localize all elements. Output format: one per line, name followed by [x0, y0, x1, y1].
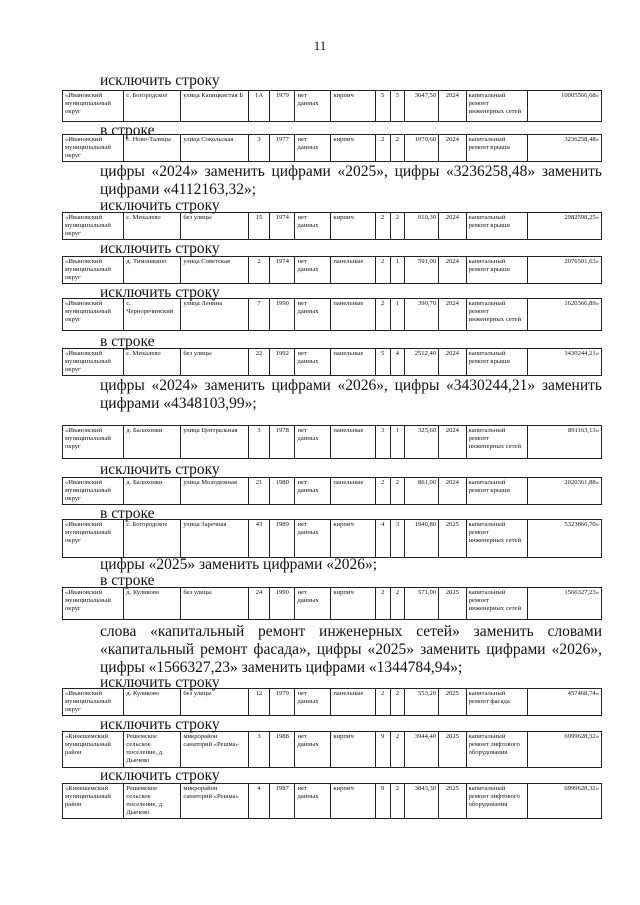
table-cell: 3 — [375, 426, 390, 459]
instruction-text: в строке — [100, 505, 155, 522]
table-cell: «Кинешемский муниципальный район — [63, 732, 124, 768]
table-cell: кирпич — [331, 784, 375, 819]
table-cell: капитальный ремонт крыши — [466, 257, 527, 284]
table-cell: капитальный ремонт инженерных сетей — [466, 426, 527, 459]
table-cell: 553,20 — [405, 689, 439, 716]
table-cell: 10005566,68» — [527, 91, 601, 122]
instruction-text: исключить строку — [100, 461, 220, 478]
table-cell: 2024 — [439, 135, 466, 162]
table-cell: «Кинешемский муниципальный район — [63, 784, 124, 819]
table-cell: 457468,74» — [527, 689, 601, 716]
table-cell: 2076501,63» — [527, 257, 601, 284]
table-cell: «Ивановский муниципальный округ — [63, 520, 124, 558]
table-cell: нет данных — [295, 213, 331, 240]
table-cell: 15 — [248, 213, 269, 240]
table-cell: 5 — [390, 91, 405, 122]
table-cell: 1 — [390, 299, 405, 331]
table-cell: панельные — [331, 299, 375, 331]
table-cell: 3647,50 — [405, 91, 439, 122]
table-cell: 2982598,25» — [527, 213, 601, 240]
table-cell: капитальный ремонт крыши — [466, 135, 527, 162]
instruction-text: слова «капитальный ремонт инженерных сетей» заменить словами «капитальный ремонт фасада», цифры «2025» заменить цифрами «2026», цифры «1566327,23» заменить цифрами «1344784,94»; — [100, 623, 602, 676]
table-cell: панельные — [331, 426, 375, 459]
table-cell: 1А — [248, 91, 269, 122]
table-cell: 4 — [248, 784, 269, 819]
table-cell: панельные — [331, 257, 375, 284]
table-cell: 3236258,48» — [527, 135, 601, 162]
table-row — [62, 783, 602, 819]
table-row — [62, 348, 602, 376]
table-cell: «Ивановский муниципальный округ — [63, 426, 124, 459]
table-cell: 5323866,70» — [527, 520, 601, 558]
table-cell: «Ивановский муниципальный округ — [63, 135, 124, 162]
table-cell: «Ивановский муниципальный округ — [63, 91, 124, 122]
table-cell: д. Куликово — [124, 588, 181, 620]
instruction-text: исключить строку — [100, 240, 220, 257]
table-cell: 22 — [248, 349, 269, 376]
table-cell: 9 — [375, 784, 390, 819]
table-cell: нет данных — [295, 299, 331, 331]
table-cell: «Ивановский муниципальный округ — [63, 299, 124, 331]
table-cell: 2020361,88» — [527, 478, 601, 505]
table-cell: кирпич — [331, 135, 375, 162]
table-cell: 2024 — [439, 349, 466, 376]
table-cell: кирпич — [331, 520, 375, 558]
table-cell: панельные — [331, 349, 375, 376]
table-cell: 2 — [375, 478, 390, 505]
table-cell: без улицы — [181, 213, 249, 240]
table-cell: 1974 — [270, 257, 295, 284]
table-cell: 1980 — [270, 478, 295, 505]
table-cell: капитальный ремонт крыши — [466, 478, 527, 505]
table-cell: улица Ленина — [181, 299, 249, 331]
table-row — [62, 298, 602, 331]
page-number: 11 — [313, 38, 327, 53]
table-cell: 1987 — [270, 784, 295, 819]
table-cell: «Ивановский муниципальный округ — [63, 588, 124, 620]
table-cell: 2 — [375, 299, 390, 331]
table-cell: Решемское сельское поселение, д. Дьячево — [124, 732, 181, 768]
table-cell: с. Михалево — [124, 349, 181, 376]
table-cell: 1 — [390, 257, 405, 284]
table-cell: кирпич — [331, 91, 375, 122]
table-cell: капитальный ремонт лифтового оборудования — [466, 732, 527, 768]
table-cell: 010,30 — [405, 213, 439, 240]
table-cell: микрорайон санаторий «Решма» — [181, 784, 249, 819]
table-cell: 1989 — [270, 520, 295, 558]
instruction-text: в строке — [100, 333, 155, 350]
table-cell: нет данных — [295, 478, 331, 505]
table-cell: с. Богородское — [124, 520, 181, 558]
table-cell: нет данных — [295, 689, 331, 716]
table-cell: нет данных — [295, 91, 331, 122]
instruction-text: исключить строку — [100, 284, 220, 301]
table-cell: кирпич — [331, 213, 375, 240]
table-cell: 2024 — [439, 213, 466, 240]
table-cell: 2 — [390, 588, 405, 620]
table-cell: капитальный ремонт инженерных сетей — [466, 91, 527, 122]
instruction-text: исключить строку — [100, 674, 220, 691]
table-cell: микрорайон санаторий «Решма» — [181, 732, 249, 768]
table-cell: улица Молодежная — [181, 478, 249, 505]
table-cell: 5 — [375, 91, 390, 122]
instruction-text: исключить строку — [100, 72, 220, 89]
instruction-text: цифры «2024» заменить цифрами «2025», цифры «3236258,48» заменить цифрами «4112163,32»; — [100, 163, 602, 198]
table-cell: 2024 — [439, 257, 466, 284]
table-cell: 3 — [390, 520, 405, 558]
table-cell: 1977 — [270, 135, 295, 162]
table-cell: 1620366,89» — [527, 299, 601, 331]
table-cell: 3 — [248, 732, 269, 768]
table-cell: «Ивановский муниципальный округ — [63, 689, 124, 716]
table-row — [62, 212, 602, 240]
table-cell: с. Черноречинский — [124, 299, 181, 331]
table-cell: 2025 — [439, 588, 466, 620]
table-cell: 21 — [248, 478, 269, 505]
table-cell: 1990 — [270, 588, 295, 620]
table-row — [62, 519, 602, 558]
table-cell: нет данных — [295, 784, 331, 819]
table-cell: 2 — [390, 213, 405, 240]
table-cell: 390,70 — [405, 299, 439, 331]
table-cell: «Ивановский муниципальный округ — [63, 349, 124, 376]
table-cell: без улицы — [181, 588, 249, 620]
table-cell: 1070,60 — [405, 135, 439, 162]
table-cell: улица Капицкистая Б — [181, 91, 249, 122]
table-cell: 571,00 — [405, 588, 439, 620]
table-row — [62, 90, 602, 122]
instruction-text: в строке — [100, 572, 155, 589]
instruction-text: цифры «2025» заменить цифрами «2026»; — [100, 556, 378, 573]
table-cell: кирпич — [331, 732, 375, 768]
table-cell: 2 — [390, 784, 405, 819]
table-cell: панельные — [331, 689, 375, 716]
table-cell: капитальный ремонт инженерных сетей — [466, 588, 527, 620]
table-cell: 12 — [248, 689, 269, 716]
table-cell: «Ивановский муниципальный округ — [63, 257, 124, 284]
table-cell: 9 — [375, 732, 390, 768]
table-cell: капитальный ремонт инженерных сетей — [466, 520, 527, 558]
table-row — [62, 731, 602, 768]
table-cell: 7 — [248, 299, 269, 331]
table-cell: 2025 — [439, 784, 466, 819]
table-cell: 5 — [375, 349, 390, 376]
table-cell: нет данных — [295, 426, 331, 459]
table-cell: 2 — [390, 135, 405, 162]
table-cell: 3 — [248, 135, 269, 162]
table-cell: 2025 — [439, 520, 466, 558]
table-cell: 1988 — [270, 732, 295, 768]
table-cell: кирпич — [331, 588, 375, 620]
table-cell: 6999628,32» — [527, 732, 601, 768]
table-cell: 1979 — [270, 91, 295, 122]
instruction-text: исключить строку — [100, 716, 220, 733]
table-cell: 1940,80 — [405, 520, 439, 558]
table-cell: д. Балахонки — [124, 426, 181, 459]
table-cell: капитальный ремонт крыши — [466, 213, 527, 240]
instruction-text: цифры «2024» заменить цифрами «2026», цифры «3430244,21» заменить цифрами «4348103,99»; — [100, 377, 602, 412]
table-cell: с. Ново-Талицы — [124, 135, 181, 162]
table-cell: 2024 — [439, 91, 466, 122]
table-cell: 3944,40 — [405, 732, 439, 768]
table-cell: 2025 — [439, 689, 466, 716]
table-cell: 1 — [390, 426, 405, 459]
table-cell: улица Сокольская — [181, 135, 249, 162]
table-cell: с. Михалево — [124, 213, 181, 240]
table-row — [62, 256, 602, 284]
table-cell: нет данных — [295, 588, 331, 620]
table-row — [62, 587, 602, 620]
table-cell: улица Центральная — [181, 426, 249, 459]
table-cell: нет данных — [295, 520, 331, 558]
table-cell: 3430244,21» — [527, 349, 601, 376]
table-cell: улица Заречная — [181, 520, 249, 558]
table-cell: капитальный ремонт лифтового оборудования — [466, 784, 527, 819]
table-cell: капитальный ремонт фасада — [466, 689, 527, 716]
table-row — [62, 134, 602, 162]
table-cell: 2 — [375, 257, 390, 284]
table-cell: д. Куликово — [124, 689, 181, 716]
table-cell: 2025 — [439, 732, 466, 768]
table-cell: 3843,30 — [405, 784, 439, 819]
table-cell: 2 — [375, 689, 390, 716]
instruction-text: в строке — [100, 122, 155, 139]
table-cell: 2 — [390, 732, 405, 768]
table-cell: 2 — [248, 257, 269, 284]
table-cell: д. Балахонки — [124, 478, 181, 505]
table-cell: нет данных — [295, 135, 331, 162]
table-cell: 3 — [248, 426, 269, 459]
table-cell: 6999628,32» — [527, 784, 601, 819]
table-cell: 861,00 — [405, 478, 439, 505]
table-cell: 891163,13» — [527, 426, 601, 459]
instruction-text: исключить строку — [100, 767, 220, 784]
table-cell: капитальный ремонт крыши — [466, 349, 527, 376]
table-row — [62, 425, 602, 459]
table-cell: с. Богородское — [124, 91, 181, 122]
table-cell: 2512,40 — [405, 349, 439, 376]
table-cell: 1566327,23» — [527, 588, 601, 620]
table-cell: без улицы — [181, 689, 249, 716]
table-row — [62, 688, 602, 716]
table-cell: д. Тимошкино — [124, 257, 181, 284]
table-cell: 325,60 — [405, 426, 439, 459]
table-cell: 591,00 — [405, 257, 439, 284]
table-cell: 2024 — [439, 426, 466, 459]
table-cell: 2024 — [439, 478, 466, 505]
instruction-text: исключить строку — [100, 197, 220, 214]
table-cell: 2 — [375, 588, 390, 620]
table-cell: 2024 — [439, 299, 466, 331]
table-row — [62, 477, 602, 505]
table-cell: 2 — [390, 689, 405, 716]
table-cell: 1978 — [270, 426, 295, 459]
table-cell: 43 — [248, 520, 269, 558]
table-cell: 1992 — [270, 349, 295, 376]
table-cell: нет данных — [295, 732, 331, 768]
table-cell: 2 — [390, 478, 405, 505]
table-cell: 1979 — [270, 689, 295, 716]
table-cell: 2 — [375, 135, 390, 162]
table-cell: 24 — [248, 588, 269, 620]
table-cell: 1974 — [270, 213, 295, 240]
table-cell: Решемское сельское поселение, д. Дьячево — [124, 784, 181, 819]
table-cell: нет данных — [295, 349, 331, 376]
table-cell: капитальный ремонт инженерных сетей — [466, 299, 527, 331]
table-cell: панельные — [331, 478, 375, 505]
table-cell: без улицы — [181, 349, 249, 376]
table-cell: «Ивановский муниципальный округ — [63, 478, 124, 505]
table-cell: улица Советская — [181, 257, 249, 284]
table-cell: 4 — [375, 520, 390, 558]
table-cell: 1990 — [270, 299, 295, 331]
table-cell: «Ивановский муниципальный округ — [63, 213, 124, 240]
table-cell: 4 — [390, 349, 405, 376]
table-cell: нет данных — [295, 257, 331, 284]
table-cell: 2 — [375, 213, 390, 240]
